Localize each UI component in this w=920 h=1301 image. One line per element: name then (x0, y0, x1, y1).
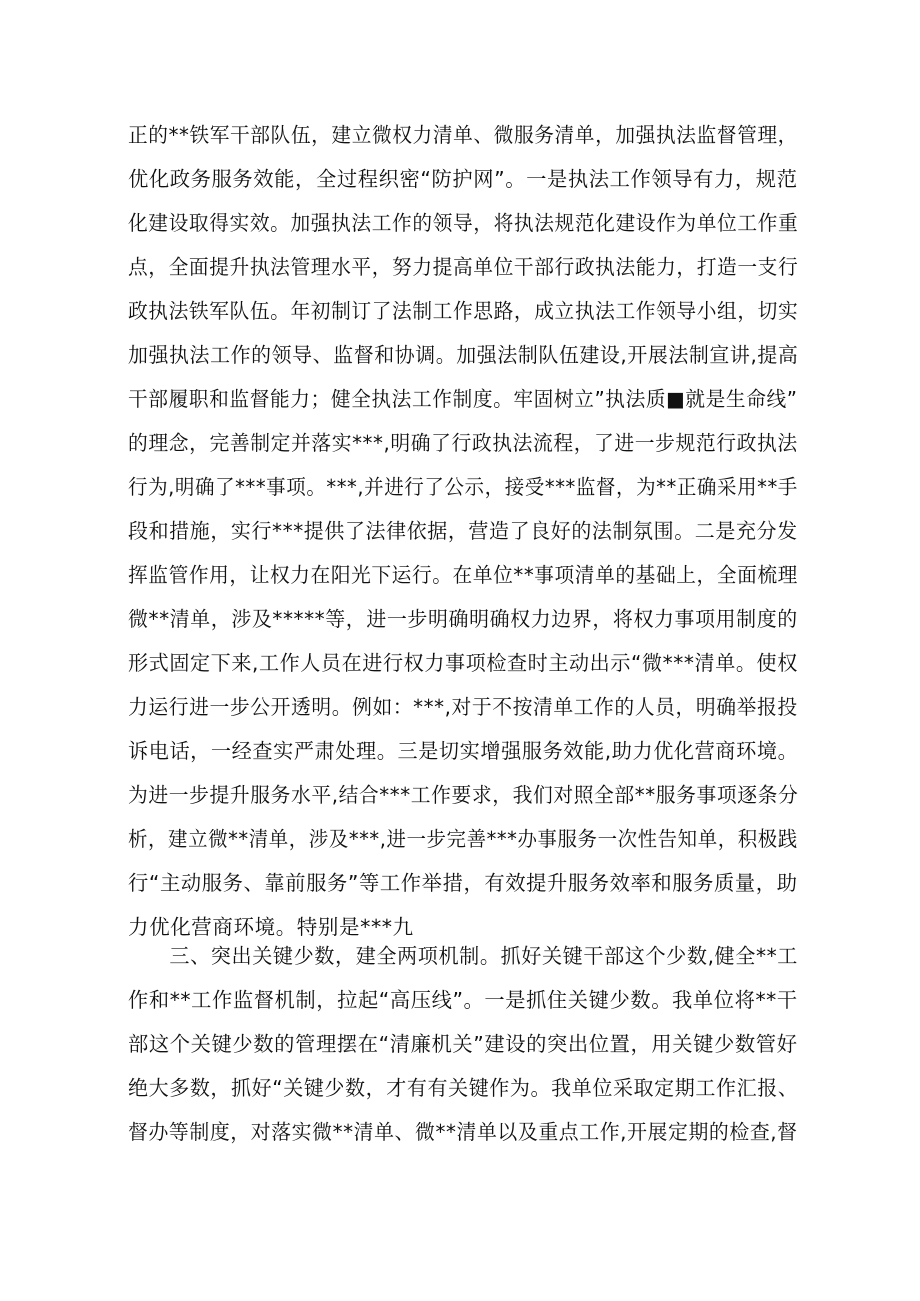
text-line: 点，全面提升执法管理水平，努力提高单位干部行政执法能力，打造一支行 (128, 255, 799, 279)
text-line: 绝大多数，抓好“关键少数，才有有关键作为。我单位采取定期工作汇报、 (128, 1076, 799, 1100)
text-line: 行“主动服务、靠前服务”等工作举措，有效提升服务效率和服务质量，助 (128, 871, 798, 895)
text-line: 加强执法工作的领导、监督和协调。加强法制队伍建设,开展法制宣讲,提高 (128, 343, 799, 367)
text-line: 诉电话，一经查实严肃处理。三是切实增强服务效能,助力优化营商环境。 (128, 739, 799, 763)
text-line: 段和措施，实行***提供了法律依据，营造了良好的法制氛围。二是充分发 (128, 519, 798, 543)
text-line: 形式固定下来,工作人员在进行权力事项检查时主动出示“微***清单。使权 (128, 651, 798, 675)
text-line: 的理念，完善制定并落实***,明确了行政执法流程，了进一步规范行政执法 (128, 431, 798, 455)
text-line: 干部履职和监督能力；健全执法工作制度。牢固树立”执法质■就是生命线” (128, 387, 798, 411)
text-line: 微**清单，涉及*****等，进一步明确明确权力边界，将权力事项用制度的 (128, 607, 798, 631)
text-line: 为进一步提升服务水平,结合***工作要求，我们对照全部**服务事项逐条分 (128, 783, 799, 807)
text-line: 正的**铁军干部队伍，建立微权力清单、微服务清单，加强执法监督管理， (128, 123, 798, 147)
text-line: 行为,明确了***事项。***,并进行了公示，接受***监督，为**正确采用**手 (128, 475, 798, 499)
text-line: 督办等制度，对落实微**清单、微**清单以及重点工作,开展定期的检查,督 (128, 1120, 798, 1144)
text-line: 力优化营商环境。特别是***九 (128, 915, 414, 939)
text-line: 优化政务服务效能，全过程织密“防护网”。一是执法工作领导有力，规范 (128, 167, 798, 191)
text-line: 化建设取得实效。加强执法工作的领导，将执法规范化建设作为单位工作重 (128, 211, 799, 235)
text-line: 部这个关键少数的管理摆在“清廉机关”建设的突出位置，用关键少数管好 (128, 1032, 798, 1056)
text-line: 作和**工作监督机制，拉起“高压线”。一是抓住关键少数。我单位将**干 (128, 988, 798, 1012)
text-line: 力运行进一步公开透明。例如：***,对于不按清单工作的人员，明确举报投 (128, 695, 798, 719)
text-line: 析，建立微**清单，涉及***,进一步完善***办事服务一次性告知单，积极践 (128, 827, 798, 851)
text-line: 挥监管作用，让权力在阳光下运行。在单位**事项清单的基础上，全面梳理 (128, 563, 798, 587)
text-line: 三、突出关键少数，建全两项机制。抓好关键干部这个少数,健全**工 (128, 944, 798, 968)
text-line: 政执法铁军队伍。年初制订了法制工作思路，成立执法工作领导小组，切实 (128, 299, 799, 323)
